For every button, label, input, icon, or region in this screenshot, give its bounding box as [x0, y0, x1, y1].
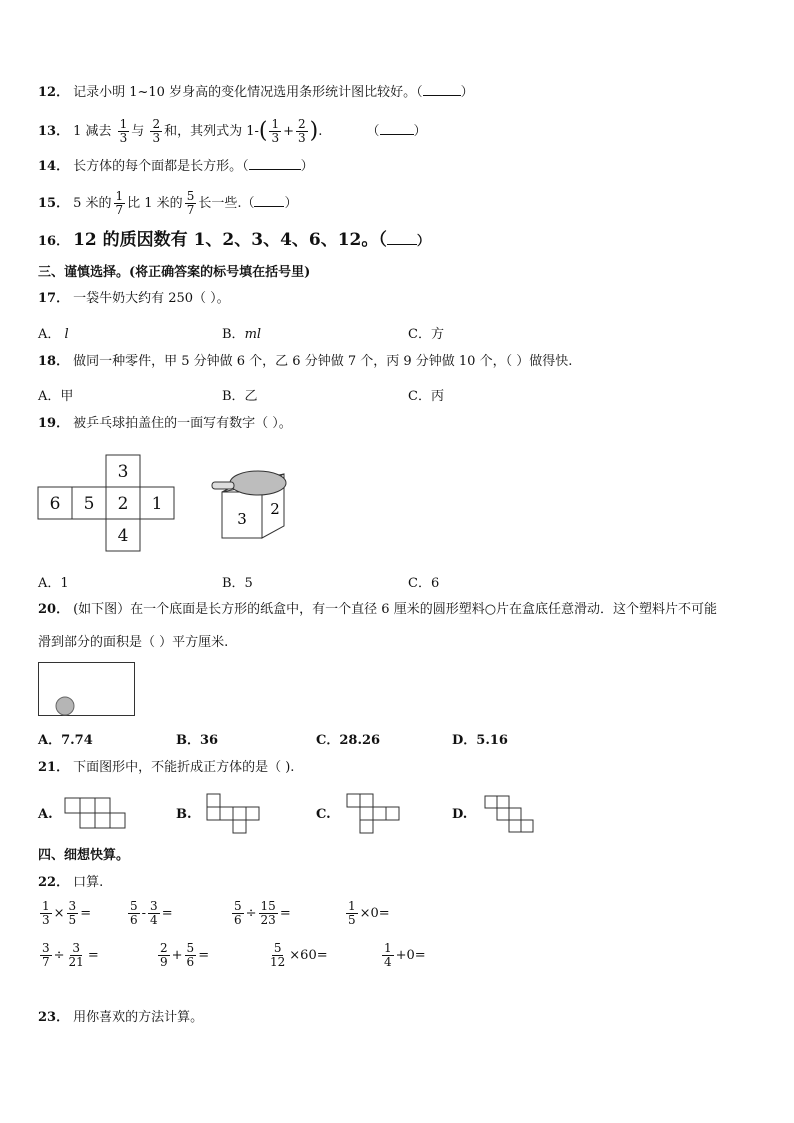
- question-12: [38, 83, 474, 101]
- question-text: 与: [131, 124, 145, 139]
- cube-side-label: 2: [270, 500, 280, 518]
- option-c[interactable]: C．方: [408, 327, 444, 342]
- question-text: 1 减去: [73, 124, 112, 139]
- option-b[interactable]: B．乙: [222, 389, 258, 404]
- question-text: 口算.: [73, 875, 104, 890]
- paddle-icon: [230, 471, 286, 495]
- question-number: 12．: [38, 85, 70, 100]
- net-option-b-figure: [206, 793, 264, 835]
- paddle-handle-icon: [212, 482, 234, 489]
- question-19: [38, 416, 292, 432]
- section-heading: 三、谨慎选择。(将正确答案的标号填在括号里): [38, 265, 311, 280]
- question-number: 13．: [38, 124, 70, 139]
- box-outline: [39, 663, 135, 716]
- option-b[interactable]: B.: [176, 807, 192, 822]
- option-d[interactable]: D．5.16: [452, 733, 508, 748]
- question-number: 21．: [38, 760, 70, 775]
- question-text: 被乒乓球拍盖住的一面写有数字（ ）。: [73, 416, 292, 431]
- option-c[interactable]: C．6: [408, 576, 440, 591]
- net-label: 6: [49, 494, 61, 514]
- calc-item: $\frac{1}{3}$ × $\frac{3}{5}$ =: [42, 899, 92, 927]
- net-label: 5: [83, 494, 95, 514]
- question-text: 记录小明 1~10 岁身高的变化情况选用条形统计图比较好。（: [73, 85, 423, 100]
- question-text: 和，其列式为 1-: [164, 124, 259, 139]
- question-18: [38, 354, 572, 370]
- paren-close: ）: [460, 85, 474, 100]
- question-number: 20．: [38, 602, 70, 617]
- net-label: 1: [151, 494, 163, 514]
- calc-item: $\frac{3}{7}$ ÷ $\frac{3}{21}$ =: [42, 941, 99, 969]
- question-21: [38, 760, 294, 776]
- paren-open-large: (: [258, 118, 268, 144]
- question-16: [38, 232, 430, 250]
- answer-blank[interactable]: [254, 194, 284, 207]
- calc-item: $\frac{2}{9}$ + $\frac{5}{6}$ =: [160, 941, 210, 969]
- fraction: $\frac{1}{7}$: [115, 189, 124, 217]
- answer-blank[interactable]: [249, 157, 301, 170]
- question-number: 16．: [38, 234, 70, 249]
- paren-open: （: [366, 124, 380, 139]
- question-15: [38, 190, 297, 217]
- period: .: [318, 124, 323, 139]
- net-option-c-figure: [346, 793, 404, 835]
- option-c[interactable]: C．丙: [408, 389, 444, 404]
- option-c[interactable]: C.: [316, 807, 331, 822]
- question-14: [38, 157, 314, 175]
- paren-close: ）: [300, 159, 314, 174]
- net-label: 3: [117, 462, 129, 482]
- option-a[interactable]: A．甲: [38, 389, 74, 404]
- question-22: [38, 875, 103, 891]
- paren-close: ）: [416, 234, 430, 249]
- cube-net-figure: [36, 450, 176, 554]
- fraction: $\frac{5}{7}$: [186, 189, 195, 217]
- question-17: [38, 291, 230, 307]
- fraction: $\frac{1}{3}$: [271, 117, 280, 145]
- option-b[interactable]: B．5: [222, 576, 253, 591]
- question-text: 长一些.（: [198, 196, 255, 211]
- question-number: 22．: [38, 875, 70, 890]
- question-number: 18．: [38, 354, 70, 369]
- question-text: 12 的质因数有 1、2、3、4、6、12。（: [73, 230, 387, 250]
- net-option-a-figure: [64, 797, 130, 831]
- option-b[interactable]: B．ml: [222, 327, 262, 342]
- section-heading: 四、细想快算。: [38, 848, 130, 863]
- question-text: 下面图形中，不能折成正方体的是（ ).: [73, 760, 295, 775]
- calc-item: $\frac{5}{12}$ ×60=: [270, 941, 328, 969]
- question-text: 长方体的每个面都是长方形。（: [73, 159, 249, 174]
- question-text: 一袋牛奶大约有 250（ ）。: [73, 291, 230, 306]
- question-text: 5 米的: [73, 196, 112, 211]
- option-a[interactable]: A． l: [38, 327, 69, 342]
- question-text: 比 1 米的: [127, 196, 183, 211]
- question-number: 14．: [38, 159, 70, 174]
- paren-close-large: ): [309, 118, 319, 144]
- fraction: $\frac{2}{3}$: [152, 117, 161, 145]
- disc-icon: [56, 697, 74, 715]
- calc-item: $\frac{1}{5}$ ×0=: [348, 899, 390, 927]
- option-c[interactable]: C．28.26: [316, 733, 381, 748]
- question-number: 23．: [38, 1010, 70, 1025]
- fraction: $\frac{1}{3}$: [119, 117, 128, 145]
- box-with-disc-figure: [38, 662, 136, 718]
- question-text: (如下图）在一个底面是长方形的纸盒中，有一个直径 6 厘米的圆形塑料○片在盒底任意滑动．这个塑料片不可能: [73, 602, 718, 617]
- question-number: 19．: [38, 416, 70, 431]
- calc-item: $\frac{1}{4}$ +0=: [384, 941, 426, 969]
- question-number: 15．: [38, 196, 70, 211]
- answer-blank[interactable]: [380, 122, 414, 135]
- option-a[interactable]: A．1: [38, 576, 69, 591]
- option-b[interactable]: B．36: [176, 733, 219, 748]
- paren-close: ）: [413, 124, 427, 139]
- question-text: 用你喜欢的方法计算。: [73, 1010, 204, 1025]
- cube-front-label: 3: [237, 510, 247, 528]
- fraction: $\frac{2}{3}$: [298, 117, 306, 145]
- answer-blank[interactable]: [387, 232, 417, 245]
- question-20: [38, 602, 717, 618]
- calc-item: $\frac{5}{6}$ - $\frac{3}{4}$ =: [130, 899, 173, 927]
- question-23: [38, 1010, 203, 1026]
- net-option-d-figure: [484, 795, 536, 835]
- question-text: 做同一种零件，甲 5 分钟做 6 个，乙 6 分钟做 7 个，丙 9 分钟做 10 个，（ ）做得快.: [73, 354, 573, 369]
- calc-item: $\frac{5}{6}$ ÷ $\frac{15}{23}$ =: [234, 899, 291, 927]
- option-d[interactable]: D.: [452, 807, 468, 822]
- answer-blank[interactable]: [423, 83, 461, 96]
- question-number: 17．: [38, 291, 70, 306]
- paren-close: ）: [284, 196, 298, 211]
- question-20-line2: 滑到部分的面积是（ ）平方厘米.: [38, 635, 229, 650]
- question-13: 13． 1 减去 $\frac{1}{3}$ 与 $\frac{2}{3}$ 和，其列式为 1-( $\frac{1}{3}$ + $\frac{2}{3}$ ). （ ）: [38, 117, 427, 145]
- option-a[interactable]: A.: [38, 807, 53, 822]
- net-label: 4: [117, 526, 129, 546]
- cube-with-paddle-figure: [210, 470, 296, 542]
- net-label: 2: [117, 494, 129, 514]
- option-a[interactable]: A．7.74: [38, 733, 93, 748]
